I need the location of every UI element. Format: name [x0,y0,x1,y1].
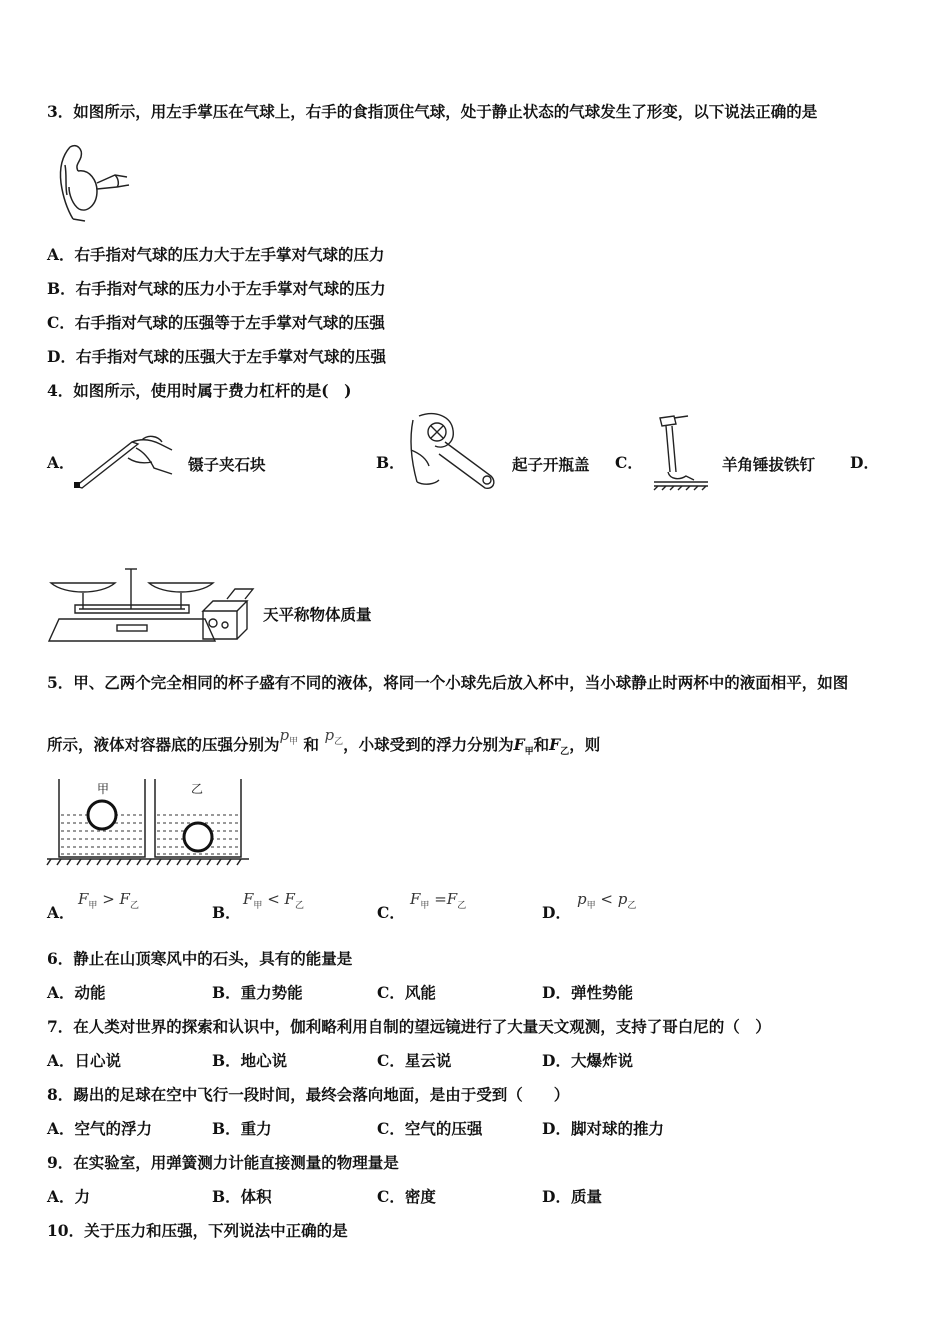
q5-option-d-math: $p_甲 < p_乙$ [577,890,637,911]
balance-scale-figure [45,565,260,650]
q7-option-c[interactable]: C．星云说 [377,1051,452,1070]
q7-option-a[interactable]: A．日心说 [47,1051,122,1070]
cup-label-jia: 甲 [97,782,110,796]
q4-option-a-letter[interactable]: A． [47,453,75,472]
q4-caption-d: 天平称物体质量 [263,605,372,624]
q8-option-b[interactable]: B．重力 [212,1119,272,1138]
q4-option-b-letter[interactable]: B． [376,453,405,472]
q3-option-b[interactable]: B．右手指对气球的压力小于左手掌对气球的压力 [47,279,386,298]
q9-option-b[interactable]: B．体积 [212,1187,272,1206]
q6-option-a[interactable]: A．动能 [47,983,106,1002]
q9-option-a[interactable]: A．力 [47,1187,91,1206]
q9-option-c[interactable]: C．密度 [377,1187,436,1206]
q4-caption-a: 镊子夹石块 [188,455,266,474]
q8-option-a[interactable]: A．空气的浮力 [47,1119,153,1138]
q4-option-c-letter[interactable]: C． [615,453,643,472]
bottle-opener-figure [405,410,510,495]
q5-option-b-letter[interactable]: B． [212,903,241,922]
q7-option-b[interactable]: B．地心说 [212,1051,288,1070]
q6-option-c[interactable]: C．风能 [377,983,436,1002]
q3-option-d[interactable]: D．右手指对气球的压强大于左手掌对气球的压强 [47,347,386,366]
q5-option-d-letter[interactable]: D． [542,903,571,922]
q4-caption-c: 羊角锤拔铁钉 [722,455,816,474]
p-yi-math: $p_乙$ [324,726,344,747]
q5-option-a-letter[interactable]: A． [47,903,75,922]
two-cups-figure [45,775,250,870]
q5-option-b-math: $F_甲 < F_乙$ [243,890,304,911]
q4-stem: 4．如图所示，使用时属于费力杠杆的是( ) [47,381,352,400]
p-jia-math: $p_甲$ [279,726,299,747]
q5-stem-line1: 5．甲、乙两个完全相同的杯子盛有不同的液体，将同一个小球先后放入杯中，当小球静止时两杯中的液面相平，如图 [47,673,849,692]
q8-option-c[interactable]: C．空气的压强 [377,1119,483,1138]
q3-option-c[interactable]: C．右手指对气球的压强等于左手掌对气球的压强 [47,313,385,332]
q6-option-b[interactable]: B．重力势能 [212,983,303,1002]
q4-caption-b: 起子开瓶盖 [512,455,590,474]
q5-option-c-math: $F_甲 =F_乙$ [410,890,467,911]
q5-stem-line2: 所示，液体对容器底的压强分别为$p_甲$ 和 $p_乙$，小球受到的浮力分别为$F_甲$和$F_乙$，则 [47,726,601,758]
q8-option-d[interactable]: D．脚对球的推力 [542,1119,664,1138]
q6-option-d[interactable]: D．弹性势能 [542,983,633,1002]
q9-stem: 9．在实验室，用弹簧测力计能直接测量的物理量是 [47,1153,399,1172]
q8-stem: 8．踢出的足球在空中飞行一段时间，最终会落向地面，是由于受到（ ） [47,1085,570,1104]
q7-option-d[interactable]: D．大爆炸说 [542,1051,633,1070]
q10-stem: 10．关于压力和压强，下列说法中正确的是 [47,1221,348,1240]
q9-option-d[interactable]: D．质量 [542,1187,602,1206]
q6-stem: 6．静止在山顶寒风中的石头，具有的能量是 [47,949,353,968]
claw-hammer-figure [650,410,712,492]
q5-option-a-math: $F_甲 > F_乙$ [78,890,139,911]
q3-stem: 3．如图所示，用左手掌压在气球上，右手的食指顶住气球，处于静止状态的气球发生了形变，以下说法正确的是 [47,102,818,121]
q7-stem: 7．在人类对世界的探索和认识中，伽利略利用自制的望远镜进行了大量天文观测，支持了哥白尼的（ ） [47,1017,771,1036]
cup-label-yi: 乙 [191,782,204,796]
q4-option-d-letter[interactable]: D． [850,453,879,472]
q3-option-a[interactable]: A．右手指对气球的压力大于左手掌对气球的压力 [47,245,385,264]
tweezers-figure [72,430,177,490]
balloon-hands-figure [45,135,135,225]
q5-option-c-letter[interactable]: C． [377,903,405,922]
